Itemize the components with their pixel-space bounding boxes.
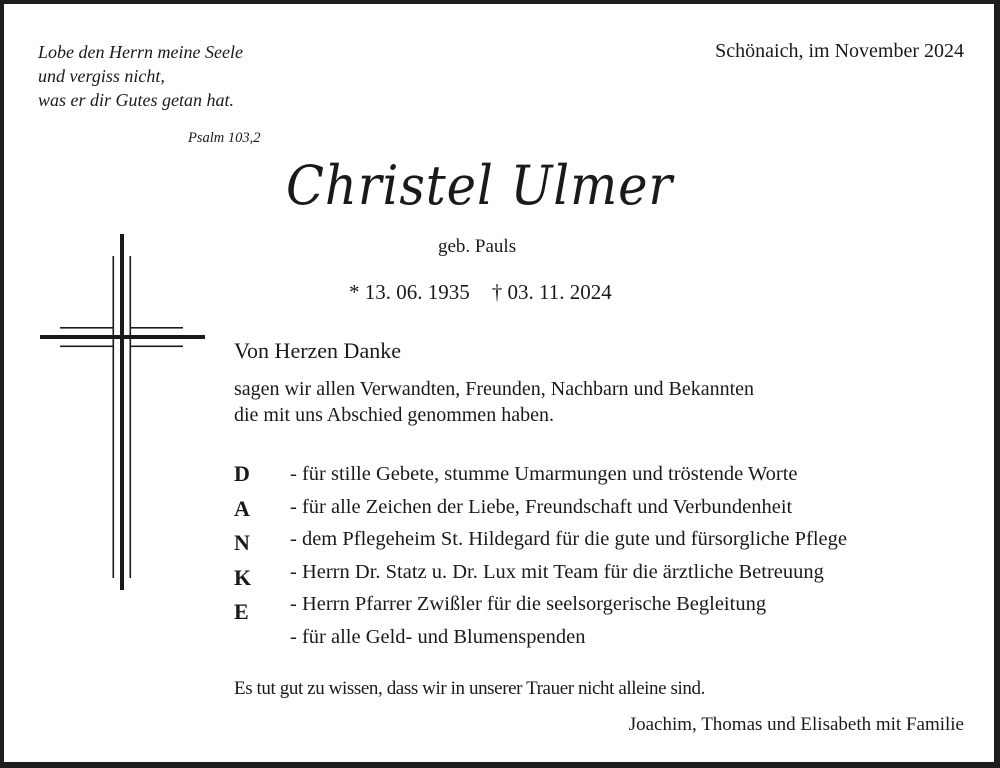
danke-acrostic — [234, 458, 251, 629]
cross-icon — [40, 230, 220, 596]
life-dates — [349, 280, 612, 305]
place-date: Schönaich, im November 2024 — [715, 40, 964, 62]
thanks-heading: Von Herzen Danke — [234, 338, 401, 363]
birth-name: geb. Pauls — [438, 236, 517, 257]
list-item: - Herrn Pfarrer Zwißler für die seelsorgerische Begleitung — [290, 593, 767, 615]
intro-line: die mit uns Abschied genommen haben. — [234, 404, 554, 426]
psalm-line: was er dir Gutes getan hat. — [38, 90, 234, 110]
psalm-line: Lobe den Herrn meine Seele — [38, 42, 243, 62]
psalm-line: und vergiss nicht, — [38, 66, 165, 86]
list-item: - dem Pflegeheim St. Hildegard für die gute und fürsorgliche Pflege — [290, 528, 847, 550]
birth-date: * 13. 06. 1935 — [349, 280, 470, 304]
list-item: - für alle Zeichen der Liebe, Freundschaft und Verbundenheit — [290, 495, 793, 518]
intro-line: sagen wir allen Verwandten, Freunden, Nachbarn und Bekannten — [234, 378, 755, 400]
closing-sentence: Es tut gut zu wissen, dass wir in unserer Trauer nicht alleine sind. — [234, 678, 705, 699]
death-date: † 03. 11. 2024 — [491, 280, 612, 304]
list-item: - für stille Gebete, stumme Umarmungen und tröstende Worte — [290, 463, 798, 485]
deceased-name: Christel Ulmer — [286, 154, 674, 217]
acrostic-letter: D — [234, 461, 250, 486]
acrostic-letter: E — [234, 599, 249, 624]
list-item: - Herrn Dr. Statz u. Dr. Lux mit Team für die ärztliche Betreuung — [290, 560, 824, 583]
thanks-intro — [234, 376, 754, 428]
acrostic-letter: A — [234, 495, 250, 521]
psalm-verse — [38, 40, 243, 112]
family-signature: Joachim, Thomas und Elisabeth mit Familie — [628, 714, 964, 735]
psalm-reference: Psalm 103,2 — [188, 130, 261, 146]
thanks-list — [290, 458, 847, 653]
acrostic-letter: K — [234, 564, 252, 590]
list-item: - für alle Geld- und Blumenspenden — [290, 625, 586, 648]
acrostic-letter: N — [234, 530, 250, 555]
obituary-notice — [4, 4, 994, 762]
